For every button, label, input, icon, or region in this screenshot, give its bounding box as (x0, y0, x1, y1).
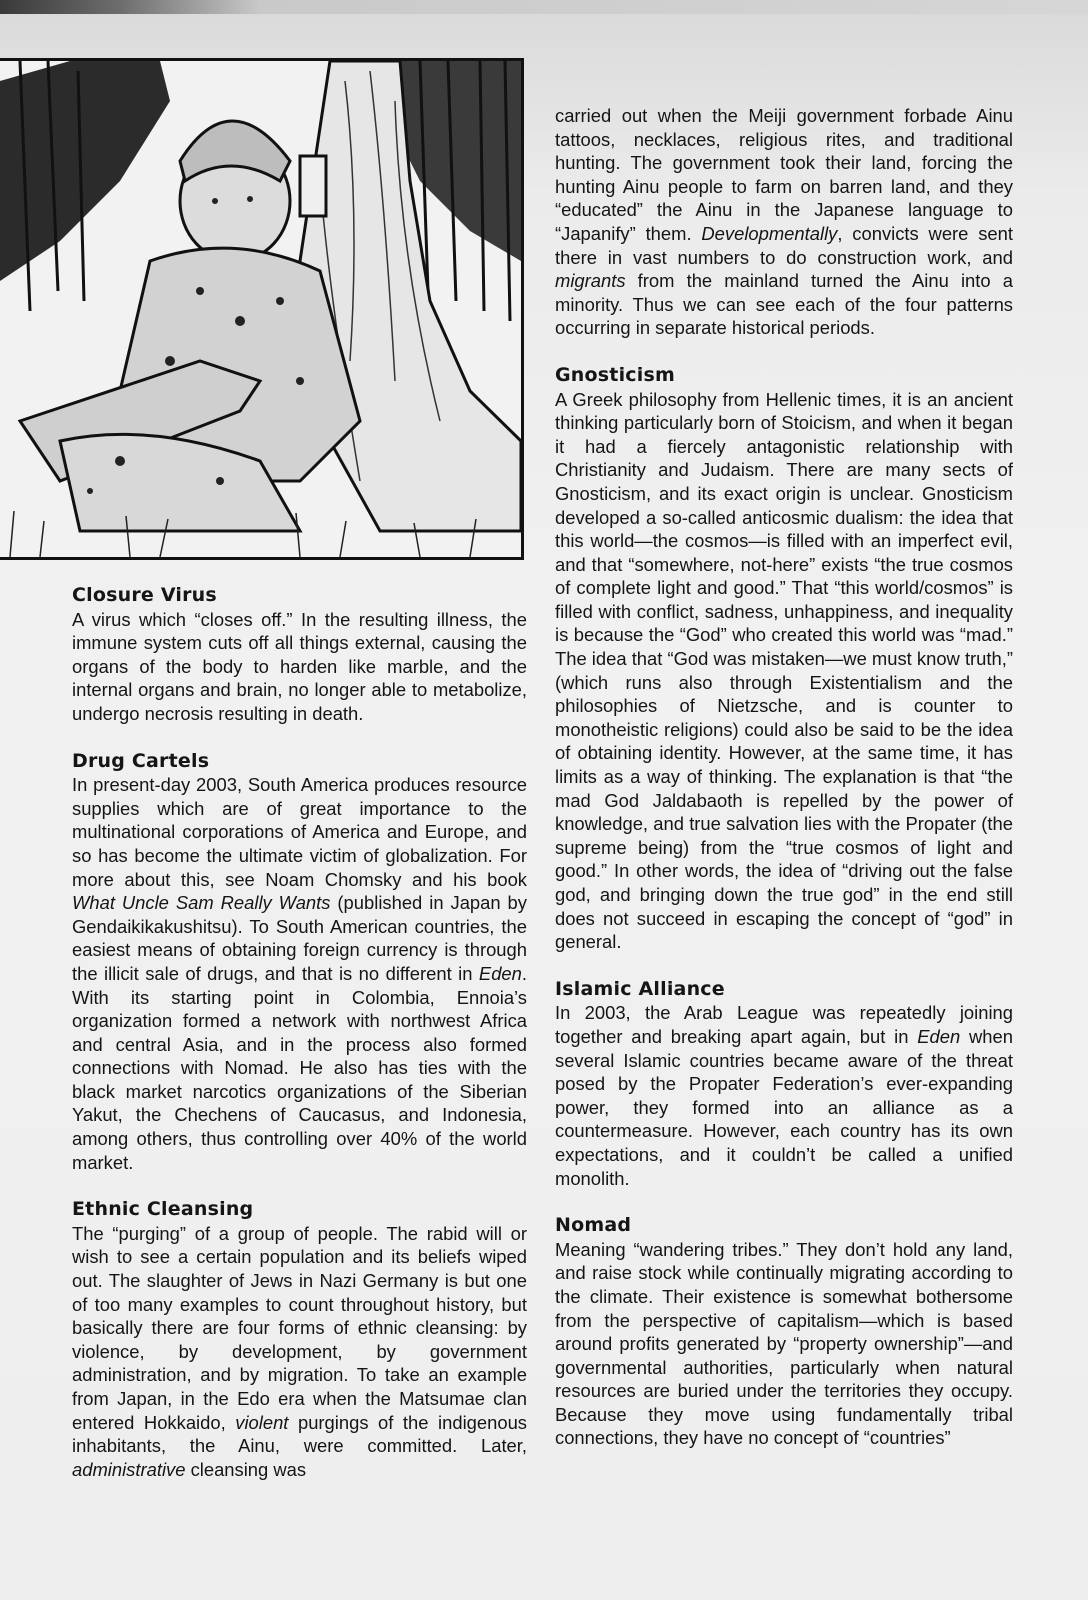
entry-body (72, 773, 527, 1174)
page-top-band (0, 0, 1088, 14)
body-text: In present-day 2003, South America produces resource supplies which are of great importance to the multinational corporations of America and Europe, and so has become the ultimate victim of globalization. For more about this, see Noam Chomsky and his book (72, 774, 527, 890)
body-text: from the mainland turned the Ainu into a minority. Thus we can see each of the four patterns occurring in separate historical periods. (555, 270, 1013, 339)
entry-body (555, 104, 1013, 340)
entry-gnosticism (555, 364, 1013, 954)
entry-body: A Greek philosophy from Hellenic times, it is an ancient thinking particularly born of Stoicism, and when it began it had a fiercely antagonistic relationship with Christianity and Judaism. There are many sects of Gnosticism, and its exact origin is unclear. Gnosticism developed a so-called anticosmic dualism: the idea that this world—the cosmos—is filled with an imperfect evil, and that “somewhere, not-here” exists “the true cosmos of complete light and good.” That “this world/cosmos” is filled with conflict, sadness, unhappiness, and inequality is because the “God” who created this world was “mad.” The idea that “God was mistaken—we must know truth,” (which runs also through Existentialism and the philosophies of Nietzsche, and is counter to monotheistic religions) could also be said to be the idea of obtaining identity. However, at the same time, it has limits as a way of thinking. The explanation is that “the mad God Jaldabaoth is repelled by the power of knowledge, and true salvation lies with the Propater (the supreme being) from the “true cosmos of light and good.” In other words, the idea of “driving out the false god, and bringing down the true god” in the end still does not succeed in escaping the concept of “god” in general. (555, 388, 1013, 953)
body-text: purgings of the indigenous inhabitants, the Ainu, were committed. Later, (72, 1411, 528, 1457)
body-text: The “purging” of a group of people. The rabid will or wish to see a certain population and its beliefs wiped out. The slaughter of Jews in Nazi Germany is but one of too many examples to count throughout history, but basically there are four forms of ethnic cleansing: by violence, by development, by government administration, and by migration. To take an example from Japan, in the Edo era when the Matsumae clan entered Hokkaido, (72, 1222, 527, 1433)
entry-heading: Closure Virus (72, 584, 217, 606)
jungle-soldier-illustration (0, 58, 524, 560)
entry-ethnic-cleansing (72, 1198, 527, 1481)
italic-term: administrative (72, 1458, 186, 1480)
body-text: In 2003, the Arab League was repeatedly joining together and breaking apart again, but in (555, 1002, 1013, 1047)
body-text: , convicts were sent there in vast numbers to do construction work, and (555, 222, 1013, 268)
entry-nomad (555, 1214, 1013, 1450)
italic-title: Eden (917, 1025, 961, 1047)
body-text: (published in Japan by Gendaikikakushitsu). To South American countries, the easiest means of obtaining foreign currency is through the illicit sale of drugs, and that is no different in (72, 892, 527, 984)
left-column (72, 584, 527, 1505)
entry-closure-virus (72, 584, 527, 726)
illustration-drawing (0, 61, 521, 557)
entry-heading: Gnosticism (555, 363, 675, 386)
entry-heading: Drug Cartels (72, 749, 210, 772)
entry-heading: Nomad (555, 1214, 632, 1237)
entry-islamic-alliance (555, 978, 1013, 1190)
entry-drug-cartels (72, 750, 527, 1175)
body-text: cleansing was (185, 1458, 307, 1480)
body-text: when several Islamic countries became aware of the threat posed by the Propater Federation’s ever-expanding power, they formed into an alliance as a countermeasure. However, each country has its own expectations, and it couldn’t be called a unified monolith. (555, 1025, 1013, 1189)
italic-term: migrants (555, 270, 626, 292)
italic-title: What Uncle Sam Really Wants (72, 892, 331, 914)
italic-term: Developmentally (701, 222, 838, 244)
italic-term: violent (235, 1411, 289, 1433)
entry-ethnic-cleansing-continued (555, 104, 1013, 340)
entry-body (72, 1222, 527, 1482)
entry-heading: Islamic Alliance (555, 977, 725, 1000)
entry-heading: Ethnic Cleansing (72, 1198, 254, 1221)
italic-title: Eden (478, 962, 522, 984)
right-column (555, 104, 1013, 1474)
body-text: . With its starting point in Colombia, Ennoia’s organization formed a network with northwest Africa and central Asia, and in the process also formed connections with Nomad. He also has ties with the black market narcotics organizations of the Siberian Yakut, the Chechens of Caucasus, and Indonesia, among others, thus controlling over 40% of the world market. (72, 962, 527, 1173)
entry-body: Meaning “wandering tribes.” They don’t hold any land, and raise stock while continually migrating according to the climate. Their existence is somewhat bothersome from the perspective of capitalism—which is based around profits generated by “property ownership”—and governmental authorities, particularly when natural resources are buried under the territories they occupy. Because they move using fundamentally tribal connections, they have no concept of “countries” (555, 1238, 1013, 1449)
entry-body: A virus which “closes off.” In the resulting illness, the immune system cuts off all things external, causing the organs of the body to harden like marble, and the internal organs and brain, no longer able to metabolize, undergo necrosis resulting in death. (72, 608, 527, 724)
entry-body (555, 1001, 1013, 1190)
body-text: carried out when the Meiji government forbade Ainu tattoos, necklaces, religious rites, and traditional hunting. The government took their land, forcing the hunting Ainu people to farm on barren land, and they “educated” the Ainu in the Japanese language to “Japanify” them. (555, 105, 1013, 244)
